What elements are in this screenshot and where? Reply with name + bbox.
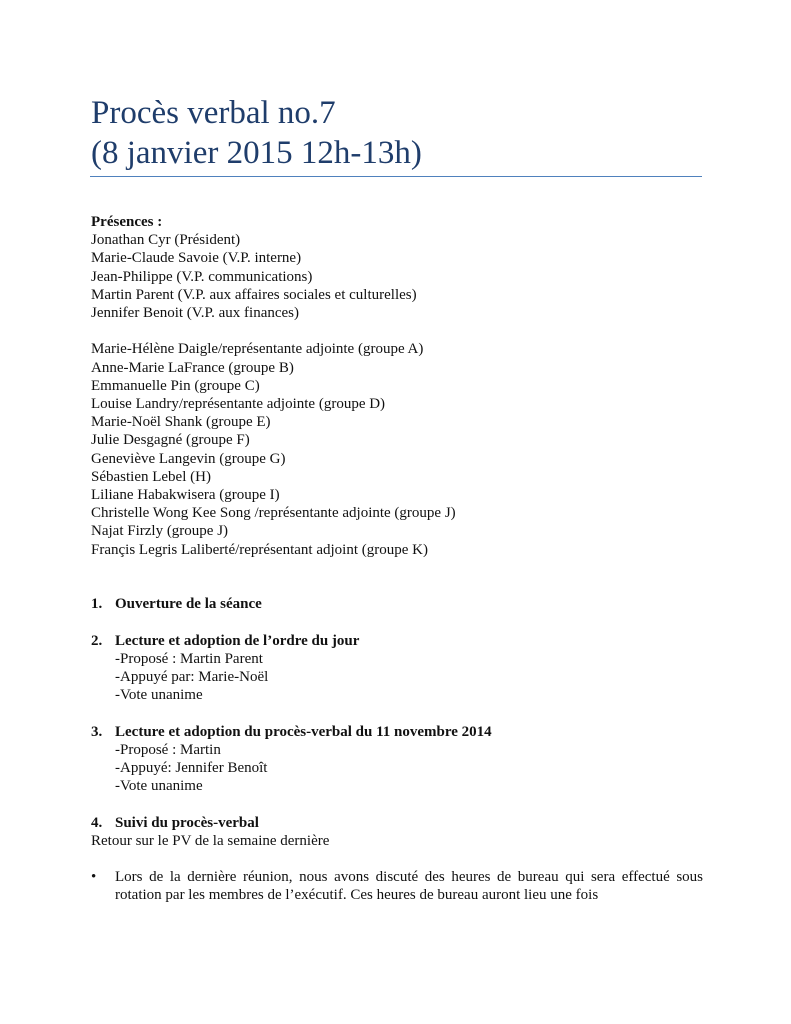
title-line-2: (8 janvier 2015 12h-13h)	[91, 135, 422, 171]
motion-line: -Proposé : Martin Parent	[115, 650, 263, 667]
attendee: Jonathan Cyr (Président)	[91, 232, 241, 249]
attendee: Jean-Philippe (V.P. communications)	[91, 268, 313, 285]
motion-line: -Appuyé par: Marie-Noël	[115, 669, 269, 686]
section-number: 1.	[91, 596, 103, 613]
section-number: 2.	[91, 632, 103, 649]
section-title: Lecture et adoption du procès-verbal du 11 novembre 2014	[115, 723, 492, 740]
document-body	[91, 213, 703, 905]
bullet-icon: •	[91, 869, 97, 886]
bullet-item	[91, 868, 703, 904]
attendee: Emmanuelle Pin (groupe C)	[91, 377, 260, 394]
title-underline	[90, 176, 702, 177]
section-4-heading	[91, 814, 703, 832]
motion-line: -Vote unanime	[115, 778, 203, 795]
attendee: Geneviève Langevin (groupe G)	[91, 450, 286, 467]
section-title: Ouverture de la séance	[115, 596, 262, 613]
section-title: Lecture et adoption de l’ordre du jour	[115, 632, 360, 649]
presences-heading: Présences :	[91, 214, 163, 230]
attendee: Anne-Marie LaFrance (groupe B)	[91, 359, 294, 376]
motion-line: -Appuyé: Jennifer Benoît	[115, 760, 268, 777]
attendee: Marie-Noël Shank (groupe E)	[91, 414, 271, 431]
section-4-intro: Retour sur le PV de la semaine dernière	[91, 832, 330, 849]
section-number: 3.	[91, 723, 103, 740]
attendee: Louise Landry/représentante adjointe (groupe D)	[91, 396, 386, 413]
section-1-heading	[91, 595, 703, 613]
title-line-1: Procès verbal no.7	[91, 95, 336, 131]
attendee: Julie Desgagné (groupe F)	[91, 432, 250, 449]
attendee: Najat Firzly (groupe J)	[91, 523, 229, 540]
document-title	[91, 93, 703, 173]
attendee: Françis Legris Laliberté/représentant adjoint (groupe K)	[91, 541, 428, 558]
section-2-heading	[91, 632, 703, 650]
bullet-text: Lors de la dernière réunion, nous avons discuté des heures de bureau qui sera effectué sous rotation par les membres de l’exécutif. Ces heures de bureau auront lieu une fois	[115, 869, 703, 904]
section-number: 4.	[91, 814, 103, 831]
representatives-list	[91, 340, 703, 558]
attendee: Marie-Claude Savoie (V.P. interne)	[91, 250, 302, 267]
motion-line: -Vote unanime	[115, 687, 203, 704]
section-3-heading	[91, 723, 703, 741]
attendee: Liliane Habakwisera (groupe I)	[91, 487, 280, 504]
attendee: Christelle Wong Kee Song /représentante adjointe (groupe J)	[91, 505, 456, 522]
attendee: Jennifer Benoit (V.P. aux finances)	[91, 305, 300, 322]
attendee: Sébastien Lebel (H)	[91, 468, 211, 485]
executive-list	[91, 231, 703, 322]
attendee: Martin Parent (V.P. aux affaires sociales et culturelles)	[91, 286, 417, 303]
attendee: Marie-Hélène Daigle/représentante adjointe (groupe A)	[91, 341, 424, 358]
section-title: Suivi du procès-verbal	[115, 814, 259, 831]
motion-line: -Proposé : Martin	[115, 741, 221, 758]
